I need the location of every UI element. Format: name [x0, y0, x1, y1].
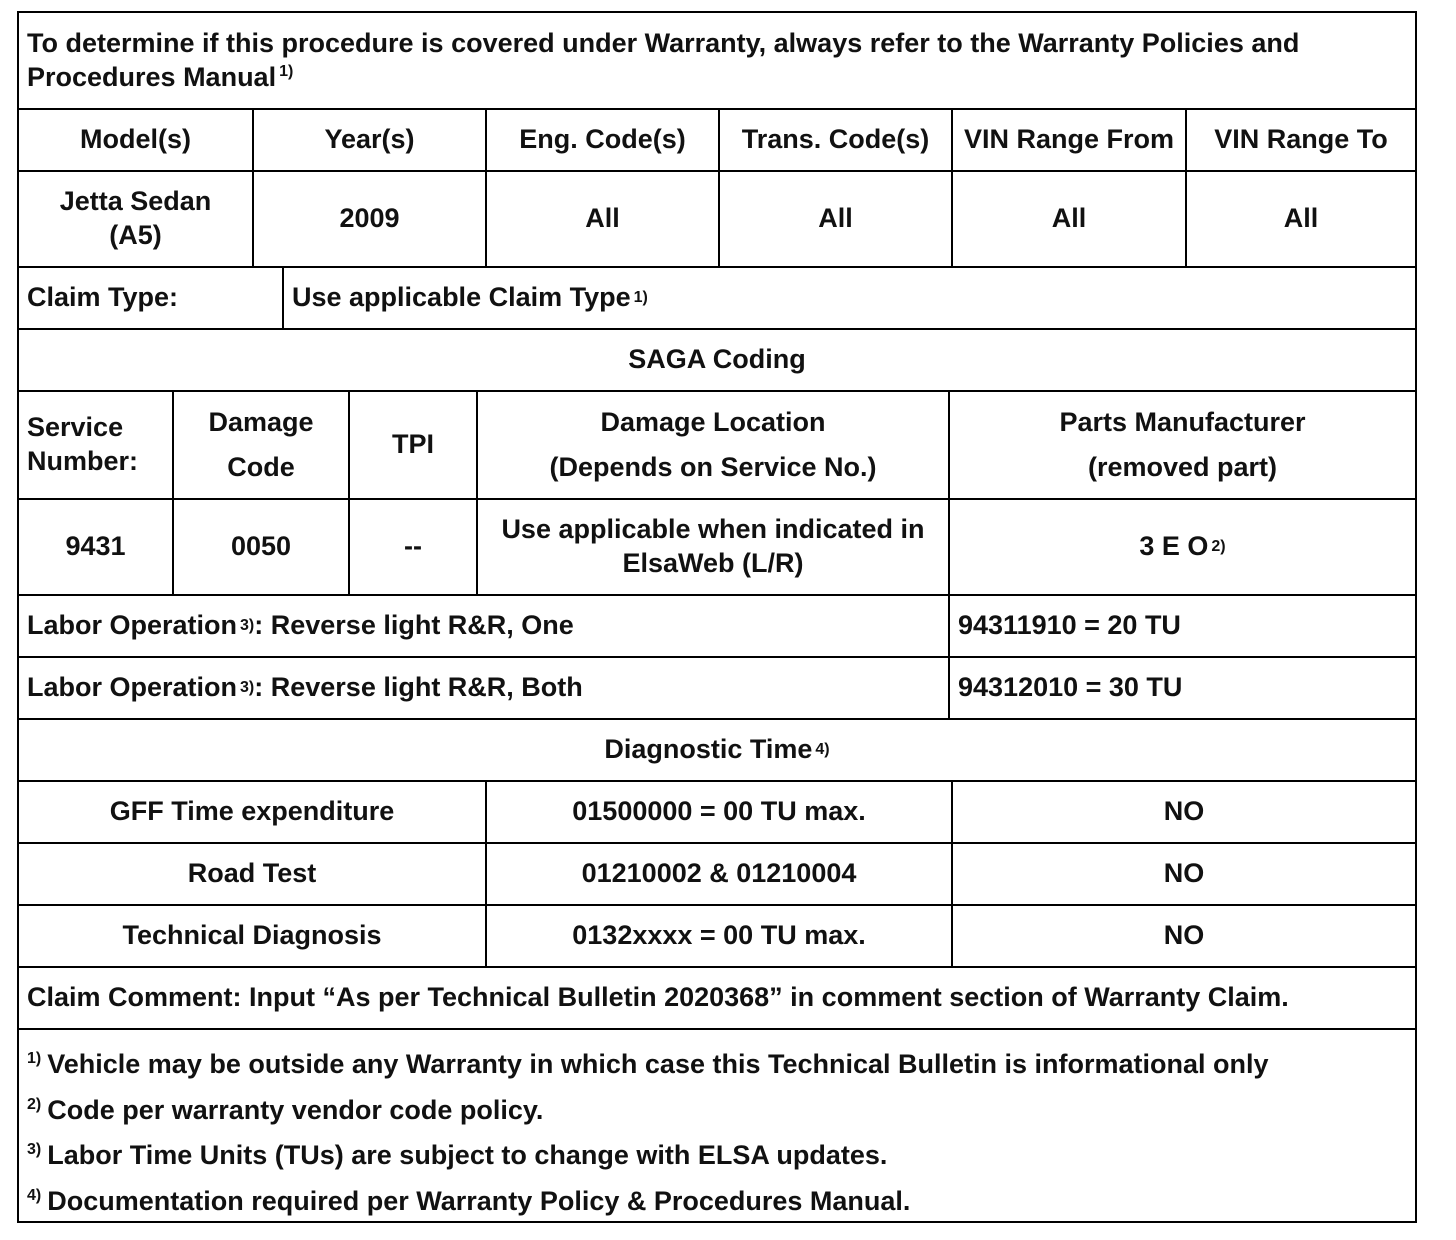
footnote-text: Vehicle may be outside any Warranty in which case this Technical Bulletin is informational only	[47, 1049, 1269, 1079]
header-eng-codes: Eng. Code(s)	[485, 110, 718, 170]
damage-location-2: ElsaWeb (L/R)	[622, 548, 804, 578]
damage-location-1: Use applicable when indicated in	[501, 514, 925, 545]
saga-header-service	[19, 392, 172, 498]
footnote-text: Labor Time Units (TUs) are subject to change with ELSA updates.	[47, 1140, 888, 1170]
labor-op-label: Labor Operation	[27, 672, 238, 703]
claim-type-value: Use applicable Claim Type	[292, 282, 631, 313]
diagnostic-row	[19, 904, 1415, 966]
claim-comment-row	[19, 966, 1415, 1028]
diagnostic-code: 0132xxxx = 00 TU max.	[485, 906, 951, 966]
diagnostic-name: GFF Time expenditure	[109, 796, 395, 827]
diagnostic-value: NO	[951, 782, 1415, 842]
footnote	[27, 1048, 1269, 1080]
intro-cell	[19, 13, 1415, 108]
saga-header-parts-2: (removed part)	[1087, 452, 1278, 482]
claim-comment: Claim Comment: Input “As per Technical Bulletin 2020368” in comment section of Warranty Claim.	[27, 982, 1289, 1013]
saga-header-location	[476, 392, 948, 498]
saga-title: SAGA Coding	[628, 344, 806, 375]
header-trans-codes: Trans. Code(s)	[718, 110, 951, 170]
header-years: Year(s)	[252, 110, 485, 170]
diagnostic-name: Road Test	[187, 858, 317, 889]
saga-header-service-2: Number:	[27, 446, 139, 476]
eng-value: All	[485, 172, 718, 266]
labor-op-desc: : Reverse light R&R, One	[254, 610, 574, 641]
footnote-text: Code per warranty vendor code policy.	[47, 1095, 544, 1125]
model-value	[19, 172, 252, 266]
labor-code-both: 94312010 = 30 TU	[948, 658, 1415, 718]
tpi-value: --	[348, 500, 476, 594]
saga-title-row	[19, 328, 1415, 390]
header-vin-from: VIN Range From	[951, 110, 1185, 170]
labor-code-one: 94311910 = 20 TU	[948, 596, 1415, 656]
saga-header-parts-1: Parts Manufacturer	[1059, 407, 1306, 438]
claim-type-row	[19, 266, 1415, 328]
diagnostic-row	[19, 780, 1415, 842]
diagnostic-code: 01500000 = 00 TU max.	[485, 782, 951, 842]
service-number: 9431	[65, 531, 126, 562]
vin-to-value: All	[1185, 172, 1415, 266]
saga-header-tpi: TPI	[348, 392, 476, 498]
intro-ref: 1)	[279, 62, 294, 80]
footnote	[27, 1185, 910, 1217]
parts-manufacturer: 3 E O 2)	[948, 500, 1415, 594]
saga-header-row	[19, 390, 1415, 498]
header-vin-to: VIN Range To	[1185, 110, 1415, 170]
trans-value: All	[718, 172, 951, 266]
parts-value: 3 E O	[1139, 531, 1209, 562]
year-value: 2009	[252, 172, 485, 266]
saga-header-damage	[172, 392, 348, 498]
saga-header-location-1: Damage Location	[600, 407, 826, 438]
footnote	[27, 1139, 887, 1171]
saga-value-row	[19, 498, 1415, 594]
diagnostic-row	[19, 842, 1415, 904]
claim-type-value-cell: Use applicable Claim Type 1)	[282, 268, 1415, 328]
diagnostic-title-row	[19, 718, 1415, 780]
labor-op-label: Labor Operation	[27, 610, 238, 641]
saga-header-service-1: Service	[27, 412, 124, 443]
labor-op-both: Labor Operation 3) : Reverse light R&R, Both	[19, 658, 948, 718]
diagnostic-value: NO	[951, 906, 1415, 966]
intro-row	[19, 13, 1415, 108]
damage-location	[476, 500, 948, 594]
footnotes-row	[19, 1028, 1415, 1221]
labor-op-desc: : Reverse light R&R, Both	[254, 672, 583, 703]
diagnostic-code: 01210002 & 01210004	[485, 844, 951, 904]
labor-op-one: Labor Operation 3) : Reverse light R&R, One	[19, 596, 948, 656]
warranty-table	[17, 11, 1417, 1223]
labor-row-both	[19, 656, 1415, 718]
diagnostic-title-cell: Diagnostic Time 4)	[19, 720, 1415, 780]
vehicle-header-row	[19, 108, 1415, 170]
saga-header-damage-1: Damage	[208, 407, 314, 438]
saga-header-parts	[948, 392, 1415, 498]
model-line-1: Jetta Sedan	[59, 186, 212, 217]
footnote-ref: 1)	[27, 1050, 42, 1067]
labor-row-one	[19, 594, 1415, 656]
footnote-ref: 4)	[27, 1187, 42, 1204]
vin-from-value: All	[951, 172, 1185, 266]
vehicle-value-row	[19, 170, 1415, 266]
footnote	[27, 1094, 543, 1126]
footnote-ref: 2)	[27, 1096, 42, 1113]
claim-type-label: Claim Type:	[27, 282, 179, 313]
footnote-ref: 3)	[27, 1141, 42, 1158]
diagnostic-title: Diagnostic Time	[604, 734, 813, 765]
diagnostic-name: Technical Diagnosis	[122, 920, 382, 951]
model-line-2: (A5)	[109, 220, 162, 250]
saga-header-location-2: (Depends on Service No.)	[549, 452, 877, 482]
damage-code: 0050	[172, 500, 348, 594]
footnote-text: Documentation required per Warranty Policy & Procedures Manual.	[47, 1186, 911, 1216]
header-models: Model(s)	[80, 124, 191, 155]
intro-text: To determine if this procedure is covered under Warranty, always refer to the Warranty Policies and Procedures Manual	[27, 27, 1300, 92]
diagnostic-value: NO	[951, 844, 1415, 904]
saga-header-damage-2: Code	[227, 452, 295, 482]
